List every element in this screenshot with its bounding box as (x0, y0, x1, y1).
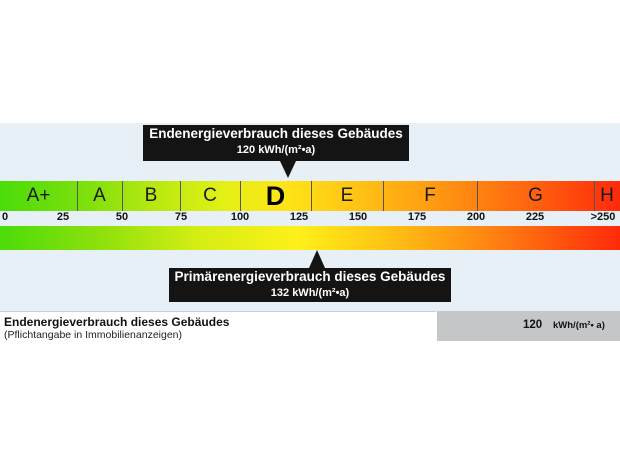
class-label-d: D (265, 181, 286, 211)
info-subtitle: (Pflichtangabe in Immobilienanzeigen) (4, 329, 183, 341)
final-energy-callout-value: 120 kWh/(m²•a) (236, 144, 316, 156)
final-energy-info-row (0, 311, 620, 341)
tick-label: 0 (1, 211, 9, 223)
class-label-e: E (340, 185, 354, 206)
tick-label: >250 (590, 211, 616, 223)
primary-energy-scale (0, 226, 620, 250)
energy-class-scale (0, 181, 620, 211)
final-energy-info-label-cell (0, 311, 436, 342)
primary-energy-pointer (309, 250, 325, 268)
final-energy-callout (143, 125, 409, 161)
primary-energy-callout-title: Primärenergieverbrauch dieses Gebäudes (174, 269, 446, 284)
class-label-b: B (144, 185, 158, 206)
class-label-f: F (424, 185, 436, 206)
info-value: 120 (523, 319, 543, 331)
tick-label: 225 (525, 211, 545, 223)
tick-label: 75 (174, 211, 188, 223)
class-label-a-plus: A+ (26, 185, 51, 206)
class-label-c: C (203, 185, 217, 206)
tick-label: 100 (230, 211, 250, 223)
tick-label: 175 (407, 211, 427, 223)
tick-label: 125 (289, 211, 309, 223)
primary-energy-callout (169, 268, 451, 302)
class-label-g: G (528, 185, 543, 206)
final-energy-pointer (280, 161, 296, 178)
primary-energy-callout-value: 132 kWh/(m²•a) (270, 287, 350, 299)
info-unit: kWh/(m²• a) (553, 320, 605, 331)
info-title: Endenergieverbrauch dieses Gebäudes (4, 315, 230, 329)
class-label-a: A (93, 185, 106, 206)
tick-label: 50 (115, 211, 129, 223)
tick-label: 150 (348, 211, 368, 223)
final-energy-info-value-cell (437, 311, 620, 341)
class-label-h: H (600, 185, 614, 206)
tick-label: 25 (56, 211, 70, 223)
final-energy-callout-title: Endenergieverbrauch dieses Gebäudes (149, 126, 403, 141)
tick-label: 200 (466, 211, 486, 223)
